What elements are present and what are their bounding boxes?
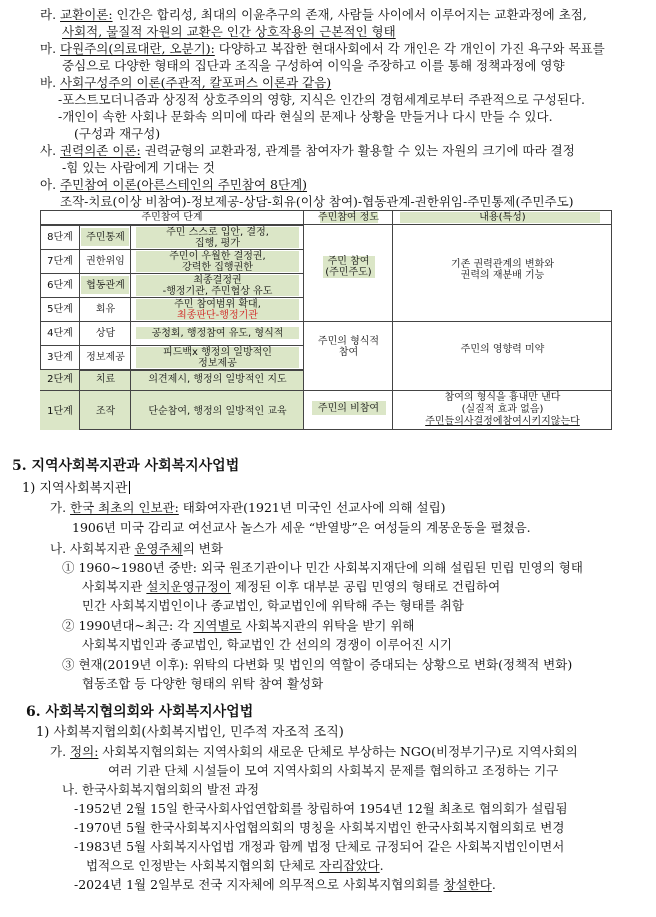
row-3-desc-1: 피드백x 행정의 일방적인 [163,347,272,358]
history-2: -1970년 5월 한국사회복지사업협의회의 명칭을 사회복지법인 한국사회복지협의회로 변경 [74,820,565,835]
section-5-na: 나. 사회복지관 운영주체의 변화 [50,541,223,556]
change-2-line-2: 사회복지법인과 종교법인, 학교법인 간 선의의 경쟁이 이루어진 시기 [82,637,452,652]
content-group-3-line-2: (실질적 효과 없음) [461,404,544,415]
section-6-ga-cont: 여러 기관 단체 시설들이 모여 지역사회의 사회복지 문제를 협의하고 조정하는 기구 [108,763,559,778]
ladder-sequence: 조작-치료(이상 비참여)-정보제공-상담-회유(이상 참여)-협동관계-권한위임-주민통제(주민주도) [60,194,574,209]
item-a: 아. 주민참여 이론(아른스테인의 주민참여 8단계) [40,177,308,192]
text-cursor [129,481,130,494]
row-8-desc-2: 집행, 평가 [195,238,240,249]
row-1-desc-1: 단순참여, 행정의 일방적인 교육 [148,406,287,417]
section-5-ga-cont: 1906년 미국 감리교 여선교사 놀스가 세운 “반열방”은 여성들의 계몽운동을 펼쳤음. [72,520,531,535]
row-7-desc-1: 주민이 우월한 결정권, [169,251,266,262]
header-degree: 주민참여 정도 [317,212,380,223]
row-6-level: 6단계 [47,280,73,291]
history-1: -1952년 2월 15일 한국사회사업연합회를 창립하여 1954년 12월 최초로 협의회가 설립됨 [74,801,568,816]
row-5-desc-2: 최종판단-행정기관 [177,310,258,321]
change-3-line-2: 협동조합 등 다양한 형태의 위탁 참여 활성화 [82,676,324,691]
section-5-ga: 가. 한국 최초의 인보관: 태화여자관(1921년 미국인 선교사에 의해 설립) [50,500,446,515]
item-ba-cont-3: (구성과 재구성) [74,126,161,141]
section-5-sub-1: 1) 지역사회복지관 [22,480,130,497]
section-6-ga: 가. 정의: 사회복지협의회는 지역사회의 새로운 단체로 부상하는 NGO(비정부기구)로 지역사회의 [50,744,578,759]
row-6-name: 협동관계 [86,280,125,291]
item-ma: 마. 다원주의(의료대란, 오분기): 다양하고 복잡한 현대사회에서 각 개인은 각 개인이 가진 욕구와 목표를 [40,41,605,56]
row-2-level: 2단계 [47,374,73,385]
header-stage: 주민참여 단계 [141,212,203,223]
change-1-line-3: 민간 사회복지법인이나 종교법인, 학교법인에 위탁해 주는 형태를 취함 [82,598,464,613]
change-1-line-1: ① 1960~1980년 중반: 외국 원조기관이나 민간 사회복지재단에 의해 설립된 민립 민영의 형태 [62,560,583,575]
content-group-3-line-3: 주민들의사결정에참여시키지않는다 [425,416,580,427]
item-ba: 바. 사회구성주의 이론(주관적, 칼포퍼스 이론과 같음) [40,75,332,90]
content-group-1-line-2: 권력의 재분배 기능 [460,270,545,281]
change-3-line-1: ③ 현재(2019년 이후): 위탁의 다변화 및 법인의 역할이 증대되는 상황으로 변화(정책적 변화) [62,657,573,672]
item-ba-cont-2: -개인이 속한 사회나 문화속 의미에 따라 현실의 문제나 상황을 만들거나 다시 만들 수 있다. [58,109,553,124]
section-6-na: 나. 한국사회복지협의회의 발전 과정 [62,782,260,797]
row-6-desc-1: 최종결정권 [193,275,242,286]
history-3-cont: 법적으로 인정받는 사회복지협의회 단체로 자리잡았다. [86,858,384,873]
row-4-level: 4단계 [47,328,73,339]
row-7-desc-2: 강력한 집행권한 [182,262,253,273]
row-3-desc-2: 정보제공 [198,358,237,369]
change-1-line-2: 사회복지관 설치운영규정이 제정된 이후 대부분 공립 민영의 형태로 건립하여 [82,579,501,594]
content-group-3-line-1: 참여의 형식을 흉내만 낸다 [444,392,561,403]
history-3: -1983년 5월 사회복지사업법 개정과 함께 법정 단체로 규정되어 같은 사회복지법인이면서 [74,839,565,854]
item-ma-cont: 중심으로 다양한 형태의 집단과 조직을 구성하여 이익을 주장하고 이를 통해 정책과정에 영향 [62,58,565,73]
item-ba-cont-1: -포스트모더니즘과 상징적 상호주의의 영향, 지식은 인간의 경험세계로부터 주관적으로 구성된다. [58,92,585,107]
item-ra: 라. 교환이론: 인간은 합리성, 최대의 이윤추구의 존재, 사람들 사이에서 이루어지는 교환과정에 초점, [40,7,587,22]
item-sa: 사. 권력의존 이론: 권력균형의 교환과정, 관계를 참여자가 활용할 수 있는 자원의 크기에 따라 결정 [40,143,575,158]
item-sa-cont: -힘 있는 사람에게 기대는 것 [62,160,215,175]
row-4-name: 상담 [95,328,116,339]
row-3-level: 3단계 [47,352,73,363]
row-8-desc-1: 주민 스스로 입안, 결정, [166,227,269,238]
row-8-level: 8단계 [47,232,73,243]
section-6-sub-1: 1) 사회복지협의회(사회복지법인, 민주적 자조적 조직) [36,725,344,740]
row-1-level: 1단계 [47,406,73,417]
row-7-level: 7단계 [47,256,73,267]
content-group-1-line-1: 기존 권력관계의 변화와 [451,259,554,270]
row-2-desc-1: 의견제시, 행정의 일방적인 지도 [148,374,287,385]
participation-ladder-table [40,210,612,430]
degree-group-3-line-1: 주민의 비참여 [317,403,380,414]
row-6-desc-2: -행정기관, 주민협상 유도 [162,286,273,297]
section-5-title: 5. 지역사회복지관과 사회복지사업법 [12,458,240,474]
degree-group-1-line-2: (주민주도) [325,267,372,278]
row-4-desc-1: 공청회, 행정참여 유도, 형식적 [151,328,284,339]
header-content: 내용(특성) [479,212,526,223]
row-1-name: 조작 [95,406,116,417]
row-3-name: 정보제공 [86,352,125,363]
content-group-2-line-1: 주민의 영향력 미약 [460,344,545,355]
row-5-level: 5단계 [47,304,73,315]
row-5-name: 회유 [95,304,116,315]
row-7-name: 권한위임 [86,256,125,267]
history-4: -2024년 1월 2일부로 전국 지자체에 의무적으로 사회복지협의회를 창설한다. [74,877,496,892]
change-2-line-1: ② 1990년대~최근: 각 지역별로 사회복지관의 위탁을 받기 위해 [62,618,415,633]
item-ra-cont: 사회적, 물질적 자원의 교환은 인간 상호작용의 근본적인 형태 [62,24,396,39]
section-6-title: 6. 사회복지협의회와 사회복지사업법 [26,704,254,720]
row-8-name: 주민통제 [86,232,125,243]
row-5-desc-1: 주민 참여범위 확대, [174,299,261,310]
row-2-name: 치료 [95,374,116,385]
degree-group-1-line-1: 주민 참여 [327,256,370,267]
degree-group-2-line-1: 주민의 형식적 [317,336,380,347]
degree-group-2-line-2: 참여 [338,347,359,358]
